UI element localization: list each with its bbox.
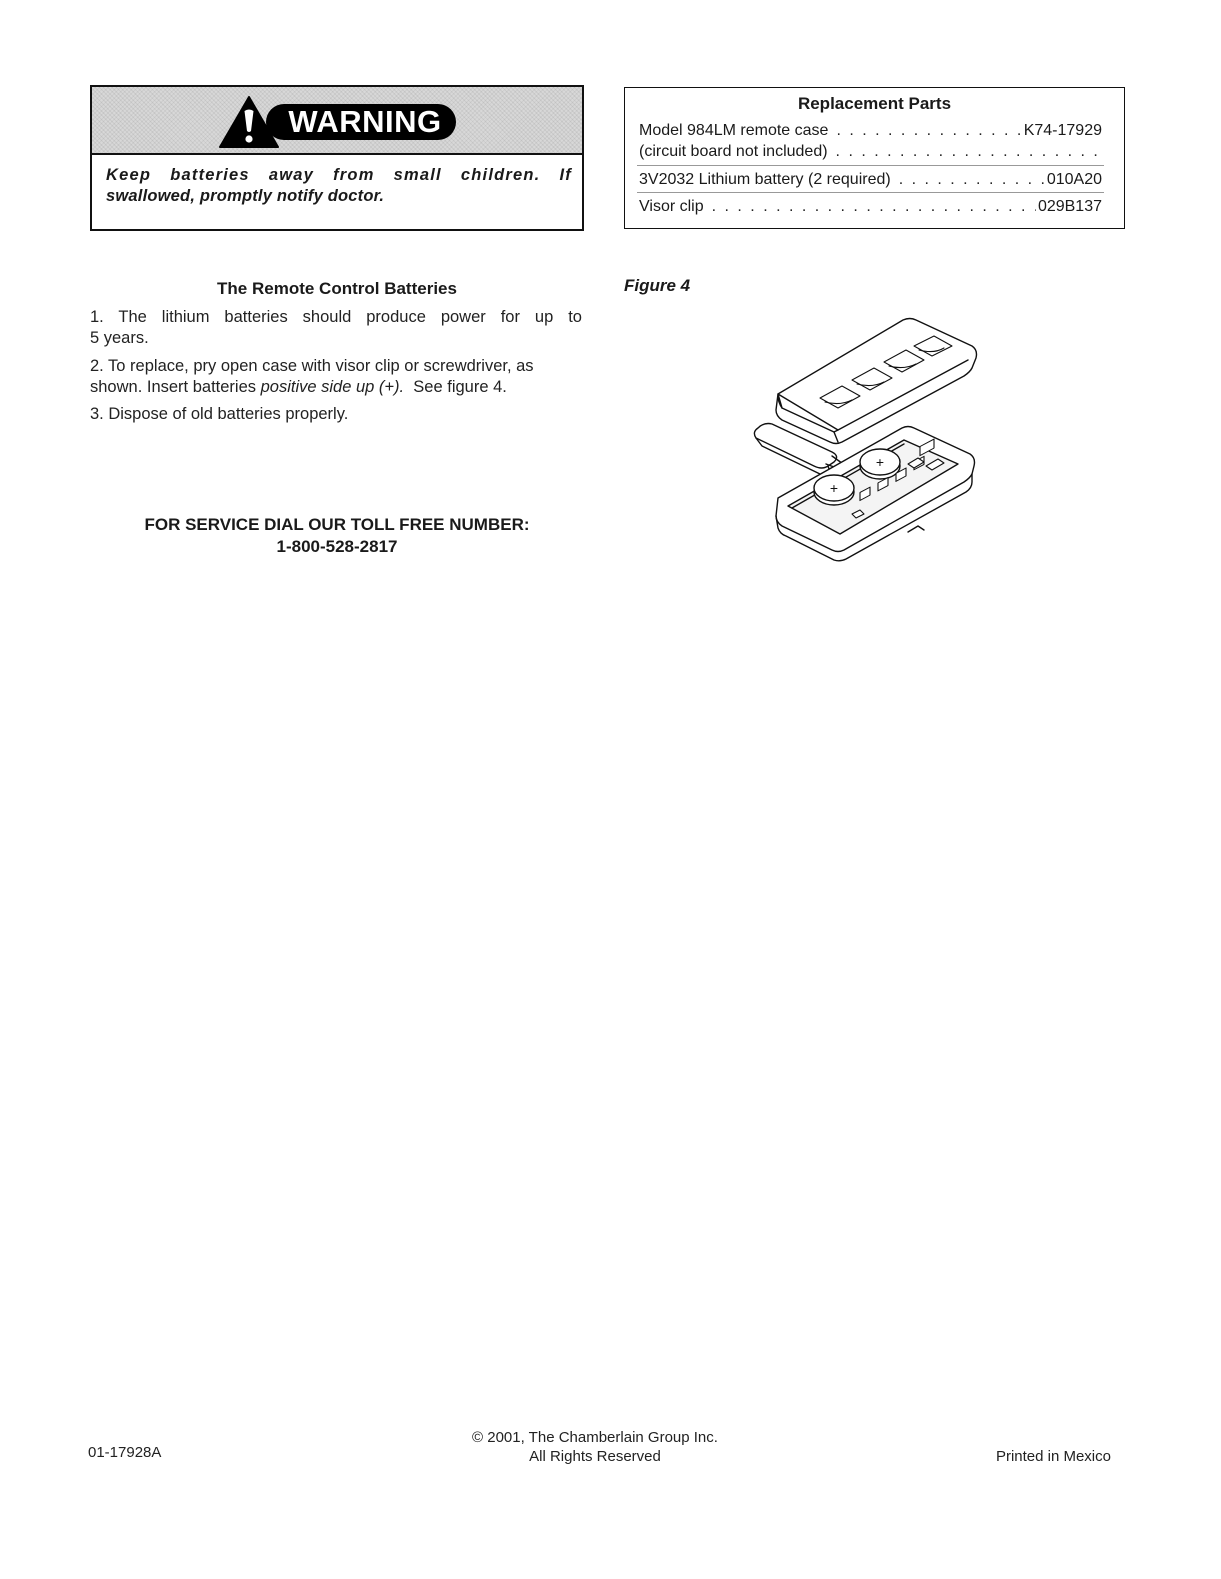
leader-dots — [899, 170, 1045, 190]
remote-battery-illustration — [748, 316, 982, 562]
service-phone-number: 1-800-528-2817 — [276, 537, 398, 556]
warning-text-line2: swallowed, promptly notify doctor. — [106, 187, 385, 205]
service-heading-text: FOR SERVICE DIAL OUR TOLL FREE NUMBER: — [144, 515, 530, 534]
part-row — [639, 142, 1102, 162]
step2-text: 2. To replace, pry open case with visor clip or screwdriver, as shown. Insert batteries — [90, 357, 534, 396]
warning-text-line1: Keep batteries away from small children. If — [106, 166, 572, 184]
warning-label: WARNING — [288, 104, 442, 139]
part-description: Model 984LM remote case — [639, 122, 829, 139]
copyright-line2: All Rights Reserved — [529, 1448, 661, 1465]
part-row — [639, 170, 1102, 190]
battery-section-heading: The Remote Control Batteries — [217, 279, 457, 298]
warning-banner — [92, 87, 582, 155]
leader-dots — [836, 142, 1100, 162]
warning-box — [90, 85, 584, 231]
part-row — [639, 197, 1102, 217]
copyright-line1: © 2001, The Chamberlain Group Inc. — [472, 1429, 718, 1446]
part-number: 029B137 — [1037, 198, 1102, 215]
part-row — [639, 121, 1102, 141]
step2-suffix: See figure 4. — [404, 378, 507, 396]
part-number: 010A20 — [1046, 171, 1102, 188]
part-description: (circuit board not included) — [639, 143, 828, 160]
service-info — [90, 514, 584, 558]
instruction-step-3: 3. Dispose of old batteries properly. — [90, 405, 349, 423]
figure-caption: Figure 4 — [624, 276, 691, 295]
leader-dots — [836, 121, 1021, 141]
instruction-step-2 — [90, 356, 582, 398]
part-description: Visor clip — [639, 198, 704, 215]
step1-line1: 1. The lithium batteries should produce power for up to — [90, 308, 582, 326]
part-description: 3V2032 Lithium battery (2 required) — [639, 171, 891, 188]
part-number: K74-17929 — [1023, 122, 1102, 139]
warning-text — [106, 165, 572, 207]
battery-plus-label: + — [875, 454, 885, 470]
replacement-parts-title: Replacement Parts — [797, 94, 952, 113]
replacement-parts-box — [624, 87, 1125, 229]
warning-triangle-icon — [218, 95, 280, 149]
divider — [637, 192, 1104, 193]
printed-location: Printed in Mexico — [995, 1448, 1111, 1465]
step2-emphasis: positive side up (+). — [260, 378, 405, 396]
copyright — [400, 1428, 790, 1466]
leader-dots — [712, 197, 1036, 217]
divider — [637, 165, 1104, 166]
instruction-step-1 — [90, 307, 582, 349]
warning-label-wrap — [266, 104, 455, 140]
document-code: 01-17928A — [88, 1444, 162, 1461]
warning-pill — [218, 103, 455, 141]
battery-plus-label: + — [829, 480, 839, 496]
step1-line2: 5 years. — [90, 329, 149, 347]
